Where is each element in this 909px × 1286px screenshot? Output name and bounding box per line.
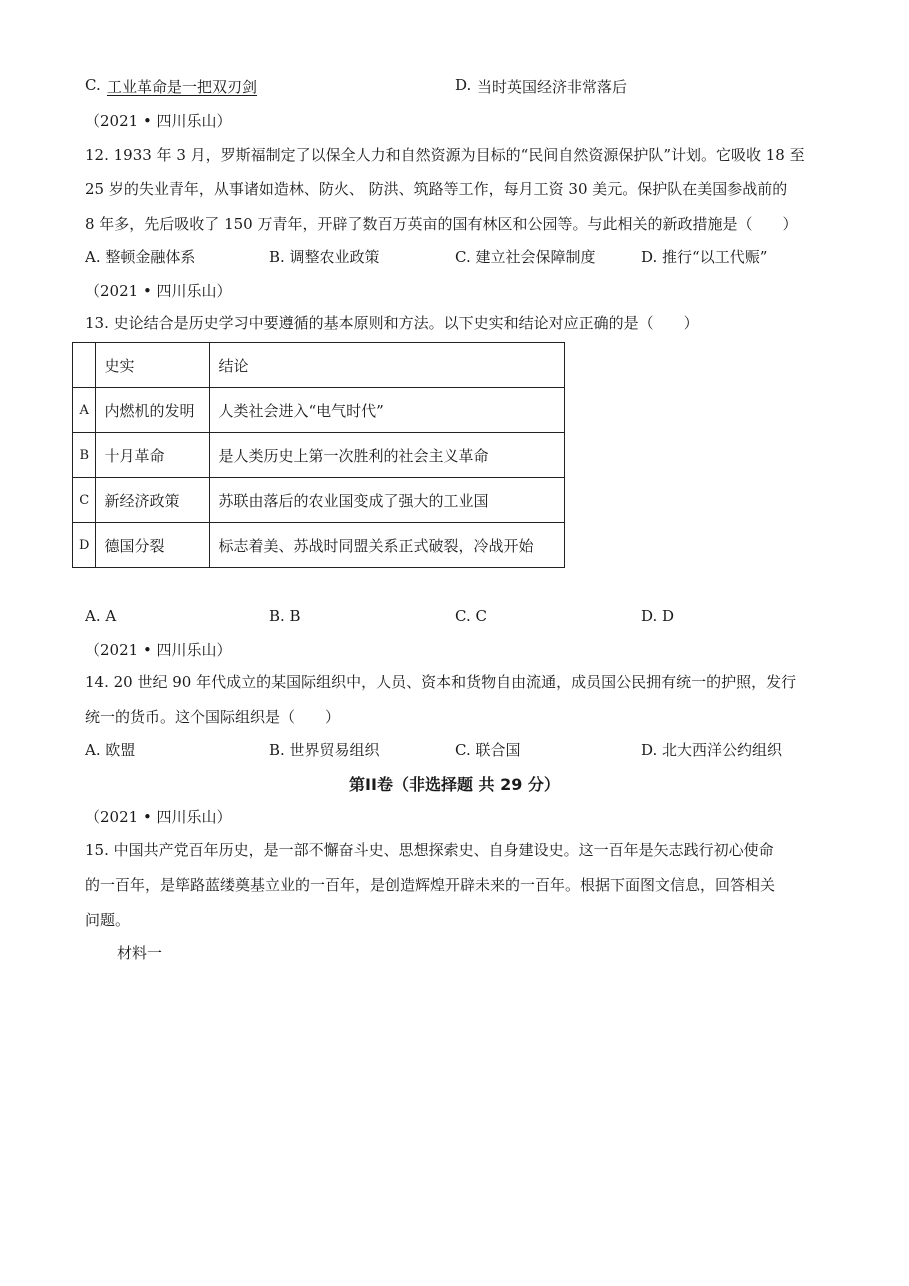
q13-stem: 13. 史论结合是历史学习中要遵循的基本原则和方法。以下史实和结论对应正确的是（ ） [85, 314, 699, 332]
q12-option-a: A. 整顿金融体系 [85, 248, 196, 266]
q14-option-b: B. 世界贸易组织 [269, 741, 380, 759]
q11-option-d-letter: D. [455, 76, 472, 94]
table-header-cell: 结论 [210, 343, 565, 388]
q15-stem-line-1: 15. 中国共产党百年历史，是一部不懈奋斗史、思想探索史、自身建设史。这一百年是矢志践行初心使命 [85, 841, 774, 859]
q13-option-c: C. C [455, 607, 487, 625]
table-cell-conclusion: 标志着美、苏战时同盟关系正式破裂，冷战开始 [210, 523, 565, 568]
q12-stem-line-1: 12. 1933 年 3 月，罗斯福制定了以保全人力和自然资源为目标的“民间自然资源保护队”计划。它吸收 18 至 [85, 146, 805, 164]
table-cell-letter: B [73, 433, 96, 478]
q14-source: （2021 • 四川乐山） [85, 641, 232, 659]
q14-option-d: D. 北大西洋公约组织 [641, 741, 783, 759]
q12-option-d: D. 推行“以工代赈” [641, 248, 768, 266]
table-row [73, 388, 565, 433]
q15-material-label: 材料一 [117, 944, 163, 962]
q15-stem-line-3: 问题。 [85, 911, 131, 929]
q14-stem-line-2: 统一的货币。这个国际组织是（ ） [85, 708, 341, 726]
q11-option-d-text: 当时英国经济非常落后 [477, 78, 628, 96]
q13-source: （2021 • 四川乐山） [85, 282, 232, 300]
q12-stem-line-2: 25 岁的失业青年，从事诸如造林、防火、 防洪、筑路等工作，每月工资 30 美元。保护队在美国参战前的 [85, 180, 788, 198]
table-row [73, 523, 565, 568]
q12-source: （2021 • 四川乐山） [85, 112, 232, 130]
q13-table [72, 342, 565, 568]
table-cell-letter: D [73, 523, 96, 568]
table-row [73, 433, 565, 478]
table-cell-fact: 十月革命 [96, 433, 210, 478]
table-cell-fact: 德国分裂 [96, 523, 210, 568]
q13-option-b: B. B [269, 607, 301, 625]
q14-stem-line-1: 14. 20 世纪 90 年代成立的某国际组织中，人员、资本和货物自由流通，成员国公民拥有统一的护照，发行 [85, 673, 797, 691]
table-cell-conclusion: 是人类历史上第一次胜利的社会主义革命 [210, 433, 565, 478]
table-row [73, 478, 565, 523]
section-title: 第II卷（非选择题 共 29 分） [349, 775, 560, 794]
q12-option-b: B. 调整农业政策 [269, 248, 380, 266]
q13-option-d: D. D [641, 607, 675, 625]
q13-option-a: A. A [85, 607, 117, 625]
q12-stem-line-3: 8 年多，先后吸收了 150 万青年，开辟了数百万英亩的国有林区和公园等。与此相关的新政措施是（ ） [85, 215, 798, 233]
q11-option-c-text: 工业革命是一把双刃剑 [107, 78, 258, 96]
q15-stem-line-2: 的一百年，是筚路蓝缕奠基立业的一百年，是创造辉煌开辟未来的一百年。根据下面图文信息，回答相关 [85, 876, 776, 894]
table-header-cell: 史实 [96, 343, 210, 388]
table-header-cell [73, 343, 96, 388]
q12-option-c: C. 建立社会保障制度 [455, 248, 596, 266]
table-cell-letter: A [73, 388, 96, 433]
q14-option-c: C. 联合国 [455, 741, 521, 759]
q14-option-a: A. 欧盟 [85, 741, 136, 759]
table-cell-conclusion: 苏联由落后的农业国变成了强大的工业国 [210, 478, 565, 523]
q15-source: （2021 • 四川乐山） [85, 808, 232, 826]
table-cell-fact: 内燃机的发明 [96, 388, 210, 433]
table-cell-fact: 新经济政策 [96, 478, 210, 523]
table-header-row [73, 343, 565, 388]
table-cell-conclusion: 人类社会进入“电气时代” [210, 388, 565, 433]
table-cell-letter: C [73, 478, 96, 523]
q11-option-c-letter: C. [85, 76, 101, 94]
